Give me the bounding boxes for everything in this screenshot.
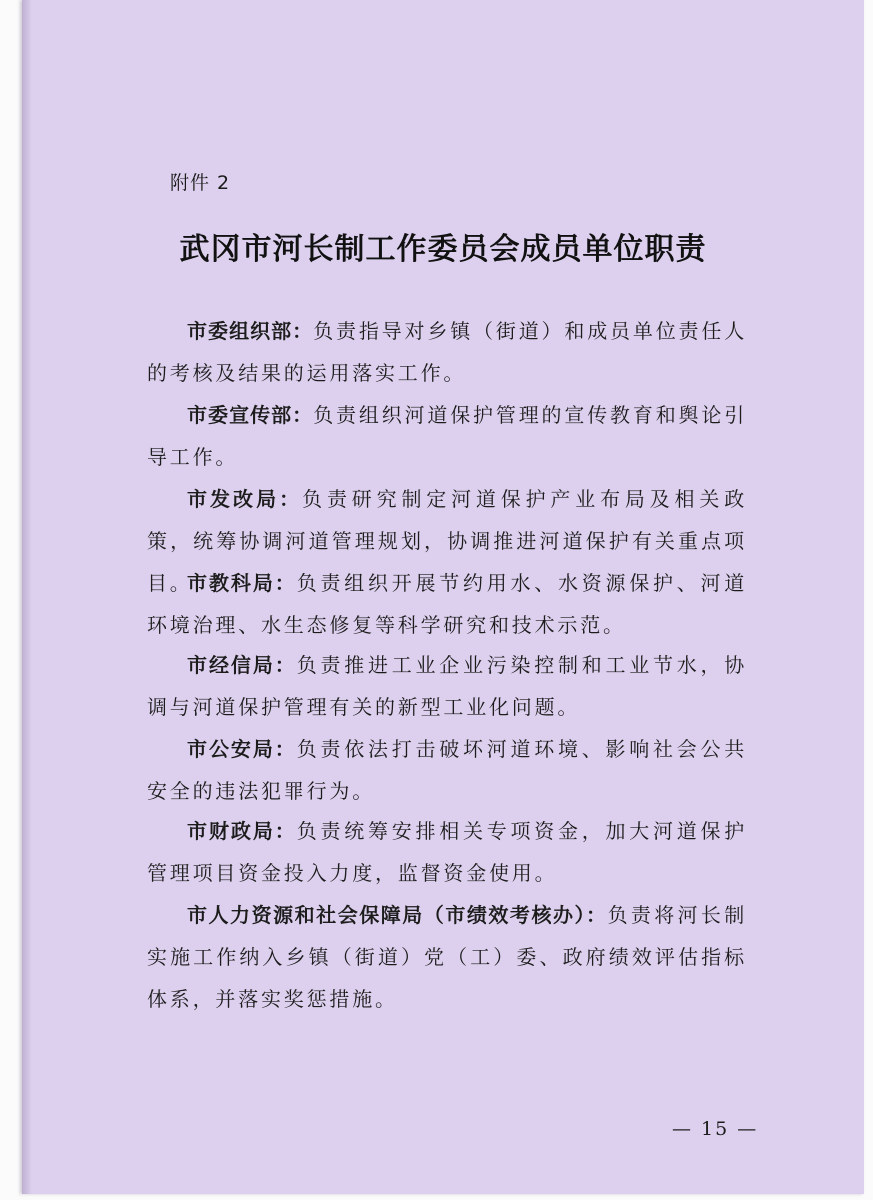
unit-name: 市人力资源和社会保障局（市绩效考核办）： [187,903,608,927]
unit-duty: 负责组织开展节约用水、水资源保护、河道环境治理、水生态修复等科学研究和技术示范。 [147,571,748,637]
unit-name: 市公安局： [187,737,297,761]
duty-paragraph [147,394,747,478]
unit-duty: 负责将河长制实施工作纳入乡镇（街道）党（工）委、政府绩效评估指标体系，并落实奖惩措施。 [147,903,747,1011]
unit-duty: 负责推进工业企业污染控制和工业节水，协调与河道保护管理有关的新型工业化问题。 [147,653,748,719]
unit-name: 市委组织部： [187,319,314,343]
unit-name: 市教科局： [187,571,297,595]
unit-duty: 负责组织河道保护管理的宣传教育和舆论引导工作。 [147,403,748,469]
unit-name: 市财政局： [187,819,297,843]
unit-duty: 负责研究制定河道保护产业布局及相关政策，统筹协调河道管理规划，协调推进河道保护有关重点项目。 [147,487,747,595]
document-page [22,0,864,1194]
duty-paragraph [147,894,747,1020]
duty-paragraph [147,644,747,728]
attachment-label: 附件 2 [170,172,231,194]
duty-paragraph [147,310,747,394]
unit-duty: 负责统筹安排相关专项资金，加大河道保护管理项目资金投入力度，监督资金使用。 [147,819,748,885]
unit-name: 市委宣传部： [187,403,314,427]
unit-name: 市经信局： [187,653,297,677]
page-number: — 15 — [672,1118,759,1140]
duty-paragraph [147,562,747,646]
unit-duty: 负责依法打击破坏河道环境、影响社会公共安全的违法犯罪行为。 [147,737,748,803]
duty-paragraph [147,810,747,894]
duty-paragraph [147,728,747,812]
document-title: 武冈市河长制工作委员会成员单位职责 [179,232,707,267]
unit-name: 市发改局： [187,487,303,511]
unit-duty: 负责指导对乡镇（街道）和成员单位责任人的考核及结果的运用落实工作。 [147,319,748,385]
